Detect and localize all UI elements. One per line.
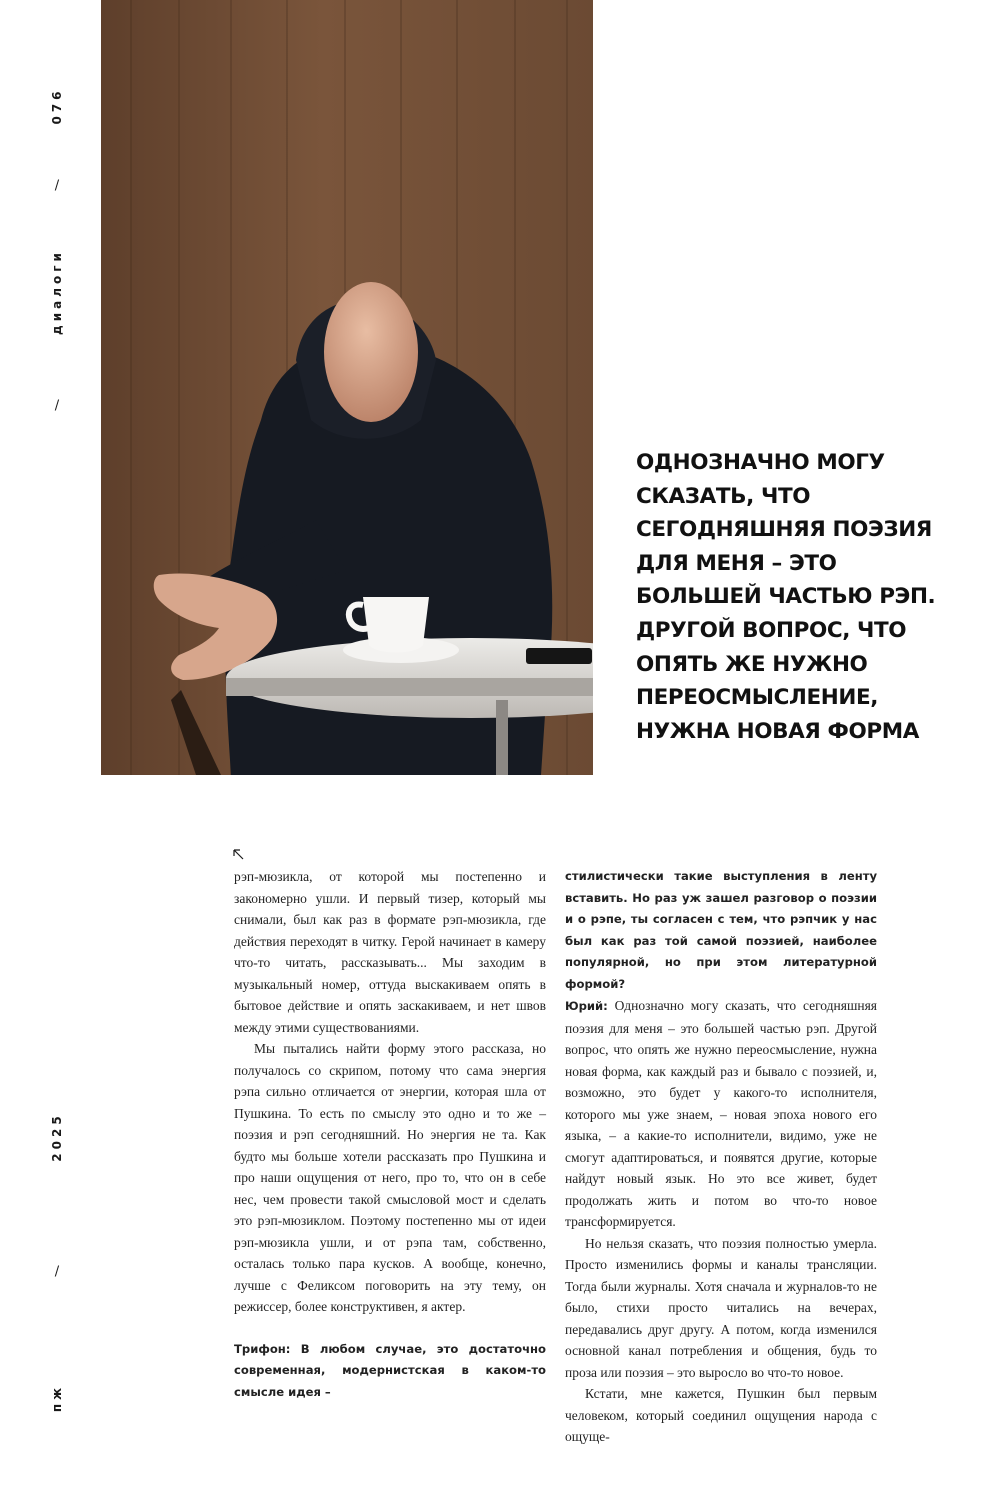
arrow-up-left-icon xyxy=(232,848,245,861)
speaker-name: Юрий: xyxy=(565,999,608,1013)
issue-year: 2025 xyxy=(50,1112,64,1162)
rail-separator: / xyxy=(54,398,60,414)
rail-separator: / xyxy=(54,1264,60,1280)
paragraph: рэп-мюзикла, от которой мы постепенно и закономерно ушли. И первый тизер, который мы снимали, был как раз в формате рэп-мюзикла, где действия переходят в читку. Герой начинает в камеру что-то читать, рассказывать... Мы заходим в музыкальный номер, оттуда выскакиваем опять в бытовое действие и опять заскакиваем, и нет швов между этими существованиями. xyxy=(234,869,546,1035)
portrait-photo-icon xyxy=(101,0,593,775)
answer-paragraph xyxy=(565,995,877,1233)
interviewer-question: стилистически такие выступления в ленту вставить. Но раз уж зашел разговор о поэзии и о рэпе, ты согласен с тем, что рэпчик у нас был как раз той самой поэзией, наиболее популярной, но при этом литературной формой? xyxy=(565,869,877,991)
article-column-left xyxy=(234,866,546,1403)
answer-text: Однозначно могу сказать, что сегодняшняя поэзия для меня – это большей частью рэп. Другой вопрос, что опять же нужно переосмысление, нужна новая форма, как каждый раз и бывало с поэзией, и, возможно, это будет у какого-то исполнителя, которого мы уже знаем, – новая эпоха нового его языка, – а какие-то исполнители, видимо, уже не смогут адаптироваться, и появятся другие, которые найдут новый язык. Но это все живет, будет продолжать жить и потом во что-то новое трансформируется. xyxy=(565,998,877,1229)
pull-quote: ОДНОЗНАЧНО МОГУ СКАЗАТЬ, ЧТО СЕГОДНЯШНЯЯ ПОЭЗИЯ ДЛЯ МЕНЯ – ЭТО БОЛЬШЕЙ ЧАСТЬЮ РЭП. ДРУГОЙ ВОПРОС, ЧТО ОПЯТЬ ЖЕ НУЖНО ПЕРЕОСМЫСЛЕНИЕ, НУЖНА НОВАЯ ФОРМА xyxy=(636,450,936,744)
paragraph: Кстати, мне кажется, Пушкин был первым человеком, который соединил ощущения народа с ощуще- xyxy=(565,1386,877,1444)
paragraph: Мы пытались найти форму этого рассказа, но получалось со скрипом, потому что сама энергия рэпа сильно отличается от энергии, которая шла от Пушкина. То есть по смыслу это одно и то же – поэзия и рэп сегодняшний. Но энергия не та. Как будто мы больше хотели рассказать про Пушкина и про наши ощущения от него, про то, что он в себе нес, чем провести такой смысловой мост и сделать это рэп-мюзиклом. Поэтому постепенно мы от идеи рэп-мюзикла ушли, и от рэпа там, собственно, осталась только пара кусков. А вообще, конечно, лучше с Феликсом поговорить на эту тему, он режиссер, более конструктивен, я актер. xyxy=(234,1041,546,1314)
magazine-logo: пж xyxy=(50,1383,64,1413)
interviewer-question: Трифон: В любом случае, это достаточно современная, модернистская в каком-то смысле идея – xyxy=(234,1341,546,1399)
rail-separator: / xyxy=(54,178,60,194)
interview-photo xyxy=(101,0,593,775)
page-number: 076 xyxy=(50,87,64,125)
paragraph: Но нельзя сказать, что поэзия полностью умерла. Просто изменились формы и каналы трансляции. Тогда были журналы. Хотя сначала и журналов-то не было, стихи просто читались на вечерах, передавались друг другу. А потом, когда изменился основной канал потребления и общения, будь то проза или поэзия – это выросло во что-то новое. xyxy=(565,1235,877,1380)
section-label: диалоги xyxy=(50,249,64,335)
article-column-right xyxy=(565,866,877,1448)
